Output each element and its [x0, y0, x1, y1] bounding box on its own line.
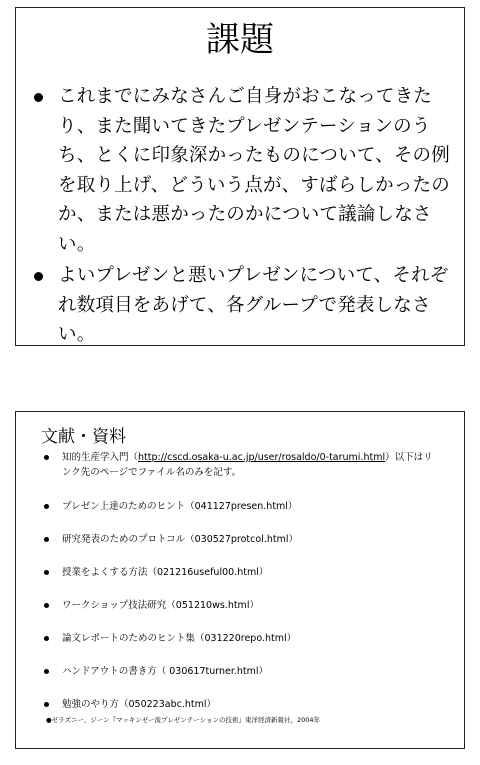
reference-text: ワークショップ技法研究（051210ws.html） [62, 600, 259, 611]
reference-text: プレゼン上達のためのヒント（041127presen.html） [62, 501, 298, 512]
bullet-item [34, 82, 454, 259]
reference-item [44, 697, 434, 712]
slide-title: 課題 [206, 20, 274, 60]
reference-item [44, 450, 434, 480]
reference-prefix: 知的生産学入門（ [62, 452, 139, 463]
bullet-item [34, 261, 454, 350]
bullet-dot-icon [44, 570, 49, 575]
reference-link[interactable]: http://cscd.osaka-u.ac.jp/user/rosaldo/0-tarumi.html [138, 452, 386, 463]
bullet-dot-icon [44, 669, 49, 674]
reference-item [44, 532, 434, 547]
bullet-dot-icon [34, 93, 43, 102]
bullet-text: これまでにみなさんご自身がおこなってきたり、また聞いてきたプレゼンテーションのうち、とくに印象深かったものについて、その例を取り上げ、どういう点が、すばらしかったのか、または悪かったのかについて議論しなさい。 [58, 86, 450, 255]
reference-item [44, 499, 434, 514]
reference-suffix: ）以下はリンク先のページでファイル名のみを記す。 [62, 452, 433, 478]
bullet-dot-icon [44, 455, 49, 460]
reference-text: 授業をよくする方法（021216useful00.html） [62, 567, 269, 578]
bullet-dot-icon [44, 636, 49, 641]
reference-list [44, 450, 434, 712]
bullet-list [34, 82, 454, 350]
slide-references [15, 411, 465, 749]
bullet-text: よいプレゼンと悪いプレゼンについて、それぞれ数項目をあげて、各グループで発表しなさい。 [58, 265, 449, 345]
reference-text: 論文レポートのためのヒント集（031220repo.html） [62, 633, 297, 644]
reference-text: 研究発表のためのプロトコル（030527protcol.html） [62, 534, 298, 545]
reference-item [44, 631, 434, 646]
reference-text: ハンドアウトの書き方（ 030617turner.html） [62, 666, 269, 677]
reference-item [44, 565, 434, 580]
bullet-dot-icon [34, 272, 43, 281]
reference-item [44, 598, 434, 613]
footnote: ●ゼラズニー、ジーン『マッキンゼー流プレゼンテーションの技術』東洋経済新報社、2004年 [46, 716, 321, 724]
bullet-dot-icon [44, 504, 49, 509]
bullet-dot-icon [44, 603, 49, 608]
slide-title: 文献・資料 [41, 427, 126, 447]
bullet-dot-icon [44, 702, 49, 707]
bullet-dot-icon [44, 537, 49, 542]
reference-text: 勉強のやり方（050223abc.html） [62, 699, 216, 710]
reference-item [44, 664, 434, 679]
slide-assignment [15, 7, 465, 346]
